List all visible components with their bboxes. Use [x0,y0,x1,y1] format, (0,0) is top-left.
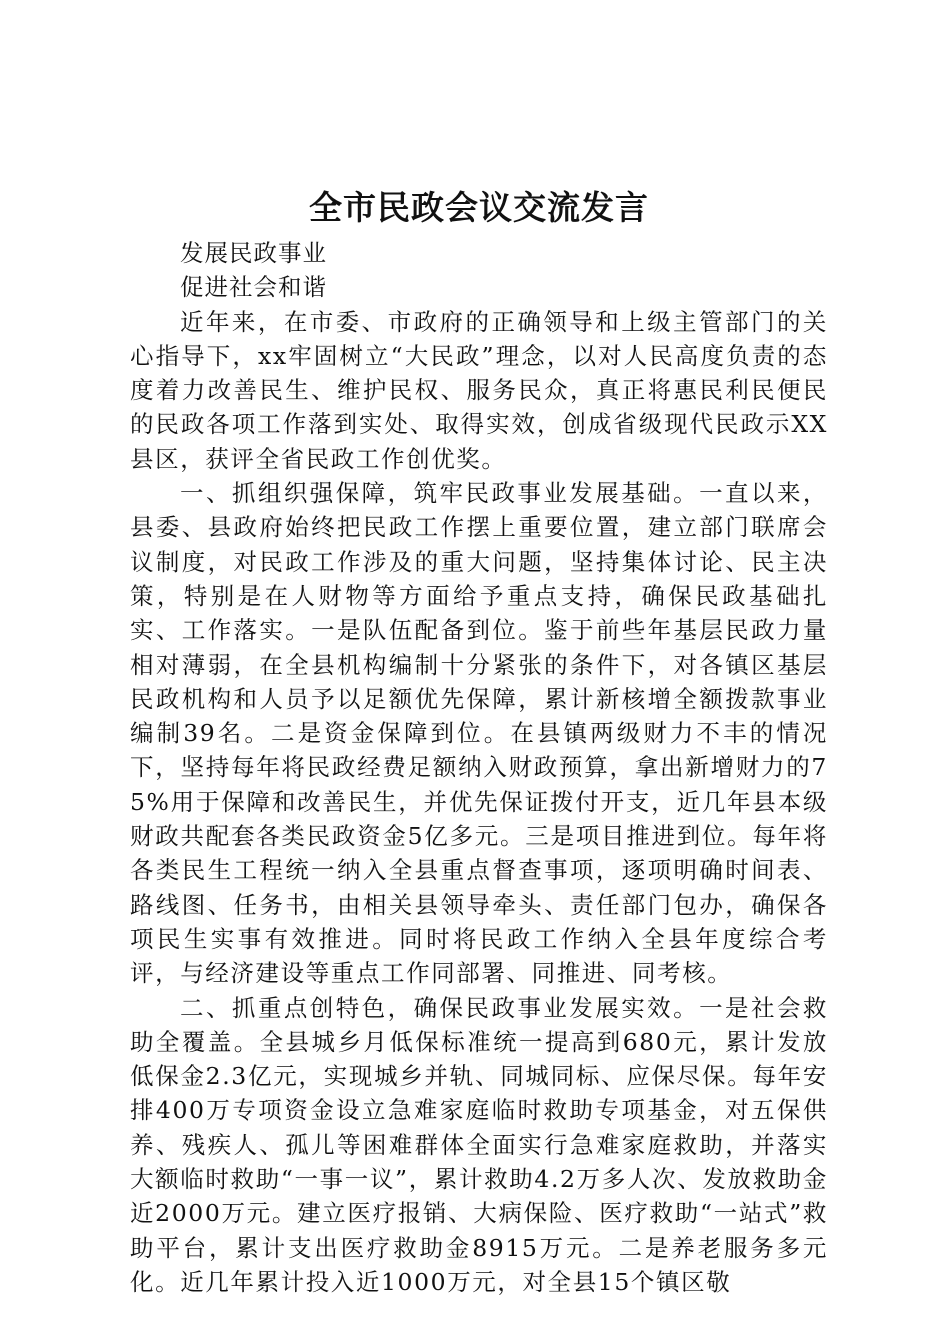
subtitle-line-1: 发展民政事业 [180,239,327,267]
document-title: 全市民政会议交流发言 [309,188,649,227]
subtitle-line-2: 促进社会和谐 [180,273,327,302]
paragraph-intro: 近年来，在市委、市政府的正确领导和上级主管部门的关心指导下，xx牢固树立“大民政”理念，以对人民高度负责的态度着力改善民生、维护民权、服务民众，真正将惠民利民便民的民政各项工作落到实处、取得实效，创成省级现代民政示XX县区，获评全省民政工作创优奖。 [130,307,828,473]
paragraph-section-2: 二、抓重点创特色，确保民政事业发展实效。一是社会救助全覆盖。全县城乡月低保标准统一提高到680元，累计发放低保金2.3亿元，实现城乡并轨、同城同标、应保尽保。每年安排400万专项资金设立急难家庭临时救助专项基金，对五保供养、残疾人、孤儿等困难群体全面实行急难家庭救助，并落实大额临时救助“一事一议”，累计救助4.2万多人次、发放救助金近2000万元。建立医疗报销、大病保险、医疗救助“一站式”救助平台，累计支出医疗救助金8915万元。二是养老服务多元化。近几年累计投入近1000万元，对全县15个镇区敬 [130,993,828,1296]
paragraph-section-1: 一、抓组织强保障，筑牢民政事业发展基础。一直以来，县委、县政府始终把民政工作摆上重要位置，建立部门联席会议制度，对民政工作涉及的重大问题，坚持集体讨论、民主决策，特别是在人财物等方面给予重点支持，确保民政基础扎实、工作落实。一是队伍配备到位。鉴于前些年基层民政力量相对薄弱，在全县机构编制十分紧张的条件下，对各镇区基层民政机构和人员予以足额优先保障，累计新核增全额拨款事业编制39名。二是资金保障到位。在县镇两级财力不丰的情况下，坚持每年将民政经费足额纳入财政预算，拿出新增财力的75%用于保障和改善民生，并优先保证拨付开支，近几年县本级财政共配套各类民政资金5亿多元。三是项目推进到位。每年将各类民生工程统一纳入全县重点督查事项，逐项明确时间表、路线图、任务书，由相关县领导牵头、责任部门包办，确保各项民生实事有效推进。同时将民政工作纳入全县年度综合考评，与经济建设等重点工作同部署、同推进、同考核。 [130,479,828,988]
document-body [130,186,828,1299]
